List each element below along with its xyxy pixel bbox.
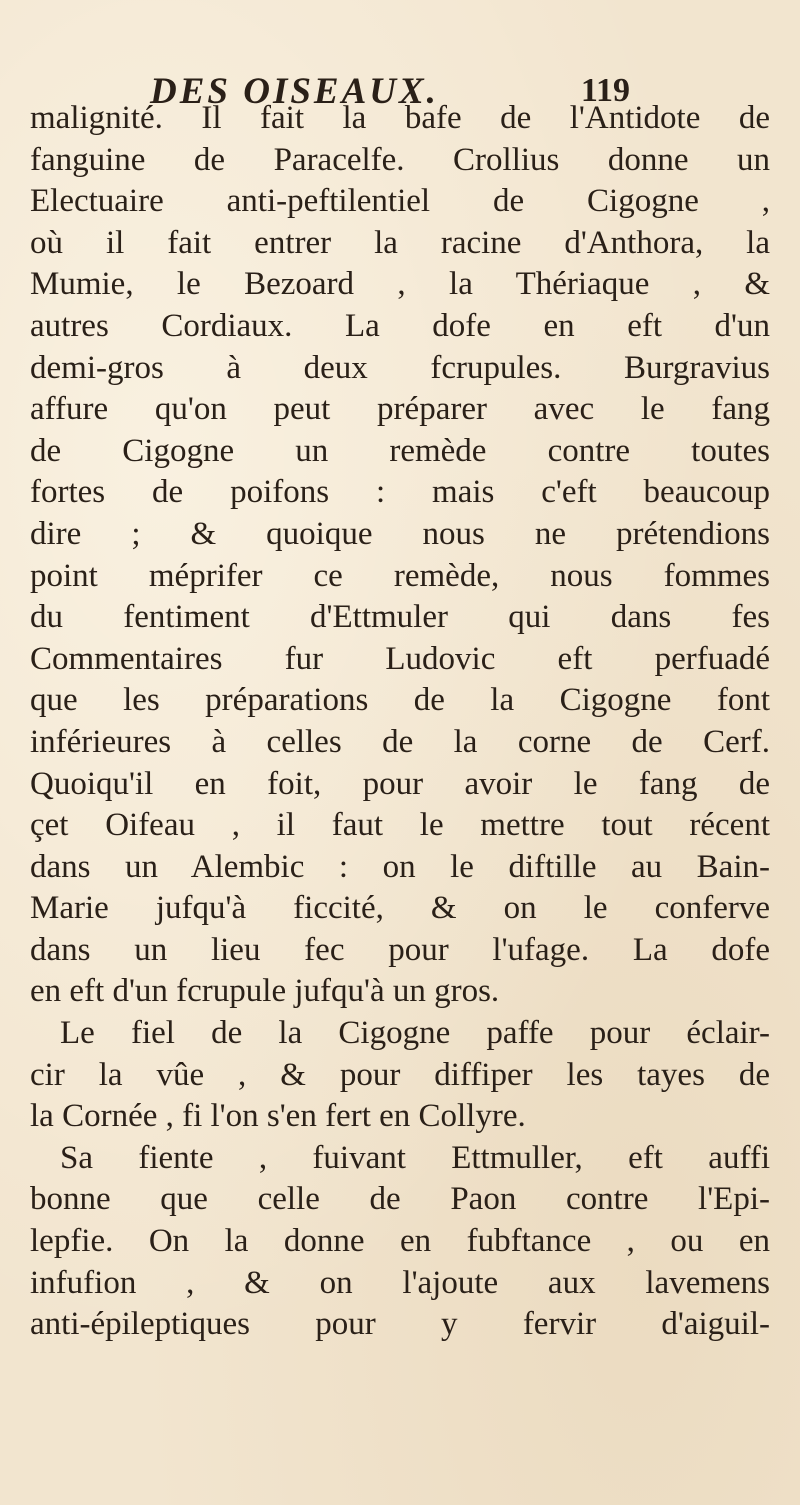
text-line: que les préparations de la Cigogne font bbox=[30, 682, 770, 719]
text-line: en eft d'un fcrupule jufqu'à un gros. bbox=[30, 973, 500, 1010]
text-line: dire ; & quoique nous ne prétendions bbox=[30, 515, 770, 552]
text-line: Electuaire anti-peftilentiel de Cigogne , bbox=[30, 183, 770, 220]
text-line: dans un Alembic : on le diftille au Bain- bbox=[30, 848, 770, 885]
text-line: infufion , & on l'ajoute aux lavemens bbox=[30, 1264, 770, 1301]
text-line: cir la vûe , & pour diffiper les tayes de bbox=[30, 1056, 770, 1093]
text-line: où il fait entrer la racine d'Anthora, la bbox=[30, 224, 770, 261]
text-line: Sa fiente , fuivant Ettmuller, eft auffi bbox=[60, 1139, 770, 1176]
text-line: lepfie. On la donne en fubftance , ou en bbox=[30, 1223, 770, 1260]
body-text bbox=[30, 98, 770, 1346]
text-line: malignité. Il fait la bafe de l'Antidote de bbox=[30, 100, 770, 136]
text-line: Mumie, le Bezoard , la Thériaque , & bbox=[30, 266, 770, 303]
text-line: affure qu'on peut préparer avec le fang bbox=[30, 391, 770, 428]
text-line: fortes de poifons : mais c'eft beaucoup bbox=[30, 474, 770, 511]
text-line: Quoiqu'il en foit, pour avoir le fang de bbox=[30, 765, 770, 802]
text-line: Marie jufqu'à ficcité, & on le conferve bbox=[30, 890, 770, 927]
text-line: bonne que celle de Paon contre l'Epi- bbox=[30, 1181, 770, 1218]
text-line: inférieures à celles de la corne de Cerf. bbox=[30, 723, 770, 760]
text-line: Commentaires fur Ludovic eft perfuadé bbox=[30, 640, 770, 677]
text-line: dans un lieu fec pour l'ufage. La dofe bbox=[30, 931, 770, 968]
text-line: çet Oifeau , il faut le mettre tout récent bbox=[30, 807, 770, 844]
running-title: DES OISEAUX. bbox=[150, 71, 439, 112]
text-line: la Cornée , fi l'on s'en fert en Collyre. bbox=[30, 1098, 526, 1135]
text-line: Le fiel de la Cigogne paffe pour éclair- bbox=[60, 1015, 770, 1052]
text-line: de Cigogne un remède contre toutes bbox=[30, 432, 770, 469]
text-line: du fentiment d'Ettmuler qui dans fes bbox=[30, 599, 770, 636]
text-line: anti-épileptiques pour y fervir d'aiguil- bbox=[30, 1306, 770, 1343]
page-number: 119 bbox=[580, 72, 630, 109]
text-line: autres Cordiaux. La dofe en eft d'un bbox=[30, 307, 770, 344]
text-line: fanguine de Paracelfe. Crollius donne un bbox=[30, 141, 770, 178]
text-line: point méprifer ce remède, nous fommes bbox=[30, 557, 770, 594]
text-line: demi-gros à deux fcrupules. Burgravius bbox=[30, 349, 770, 386]
